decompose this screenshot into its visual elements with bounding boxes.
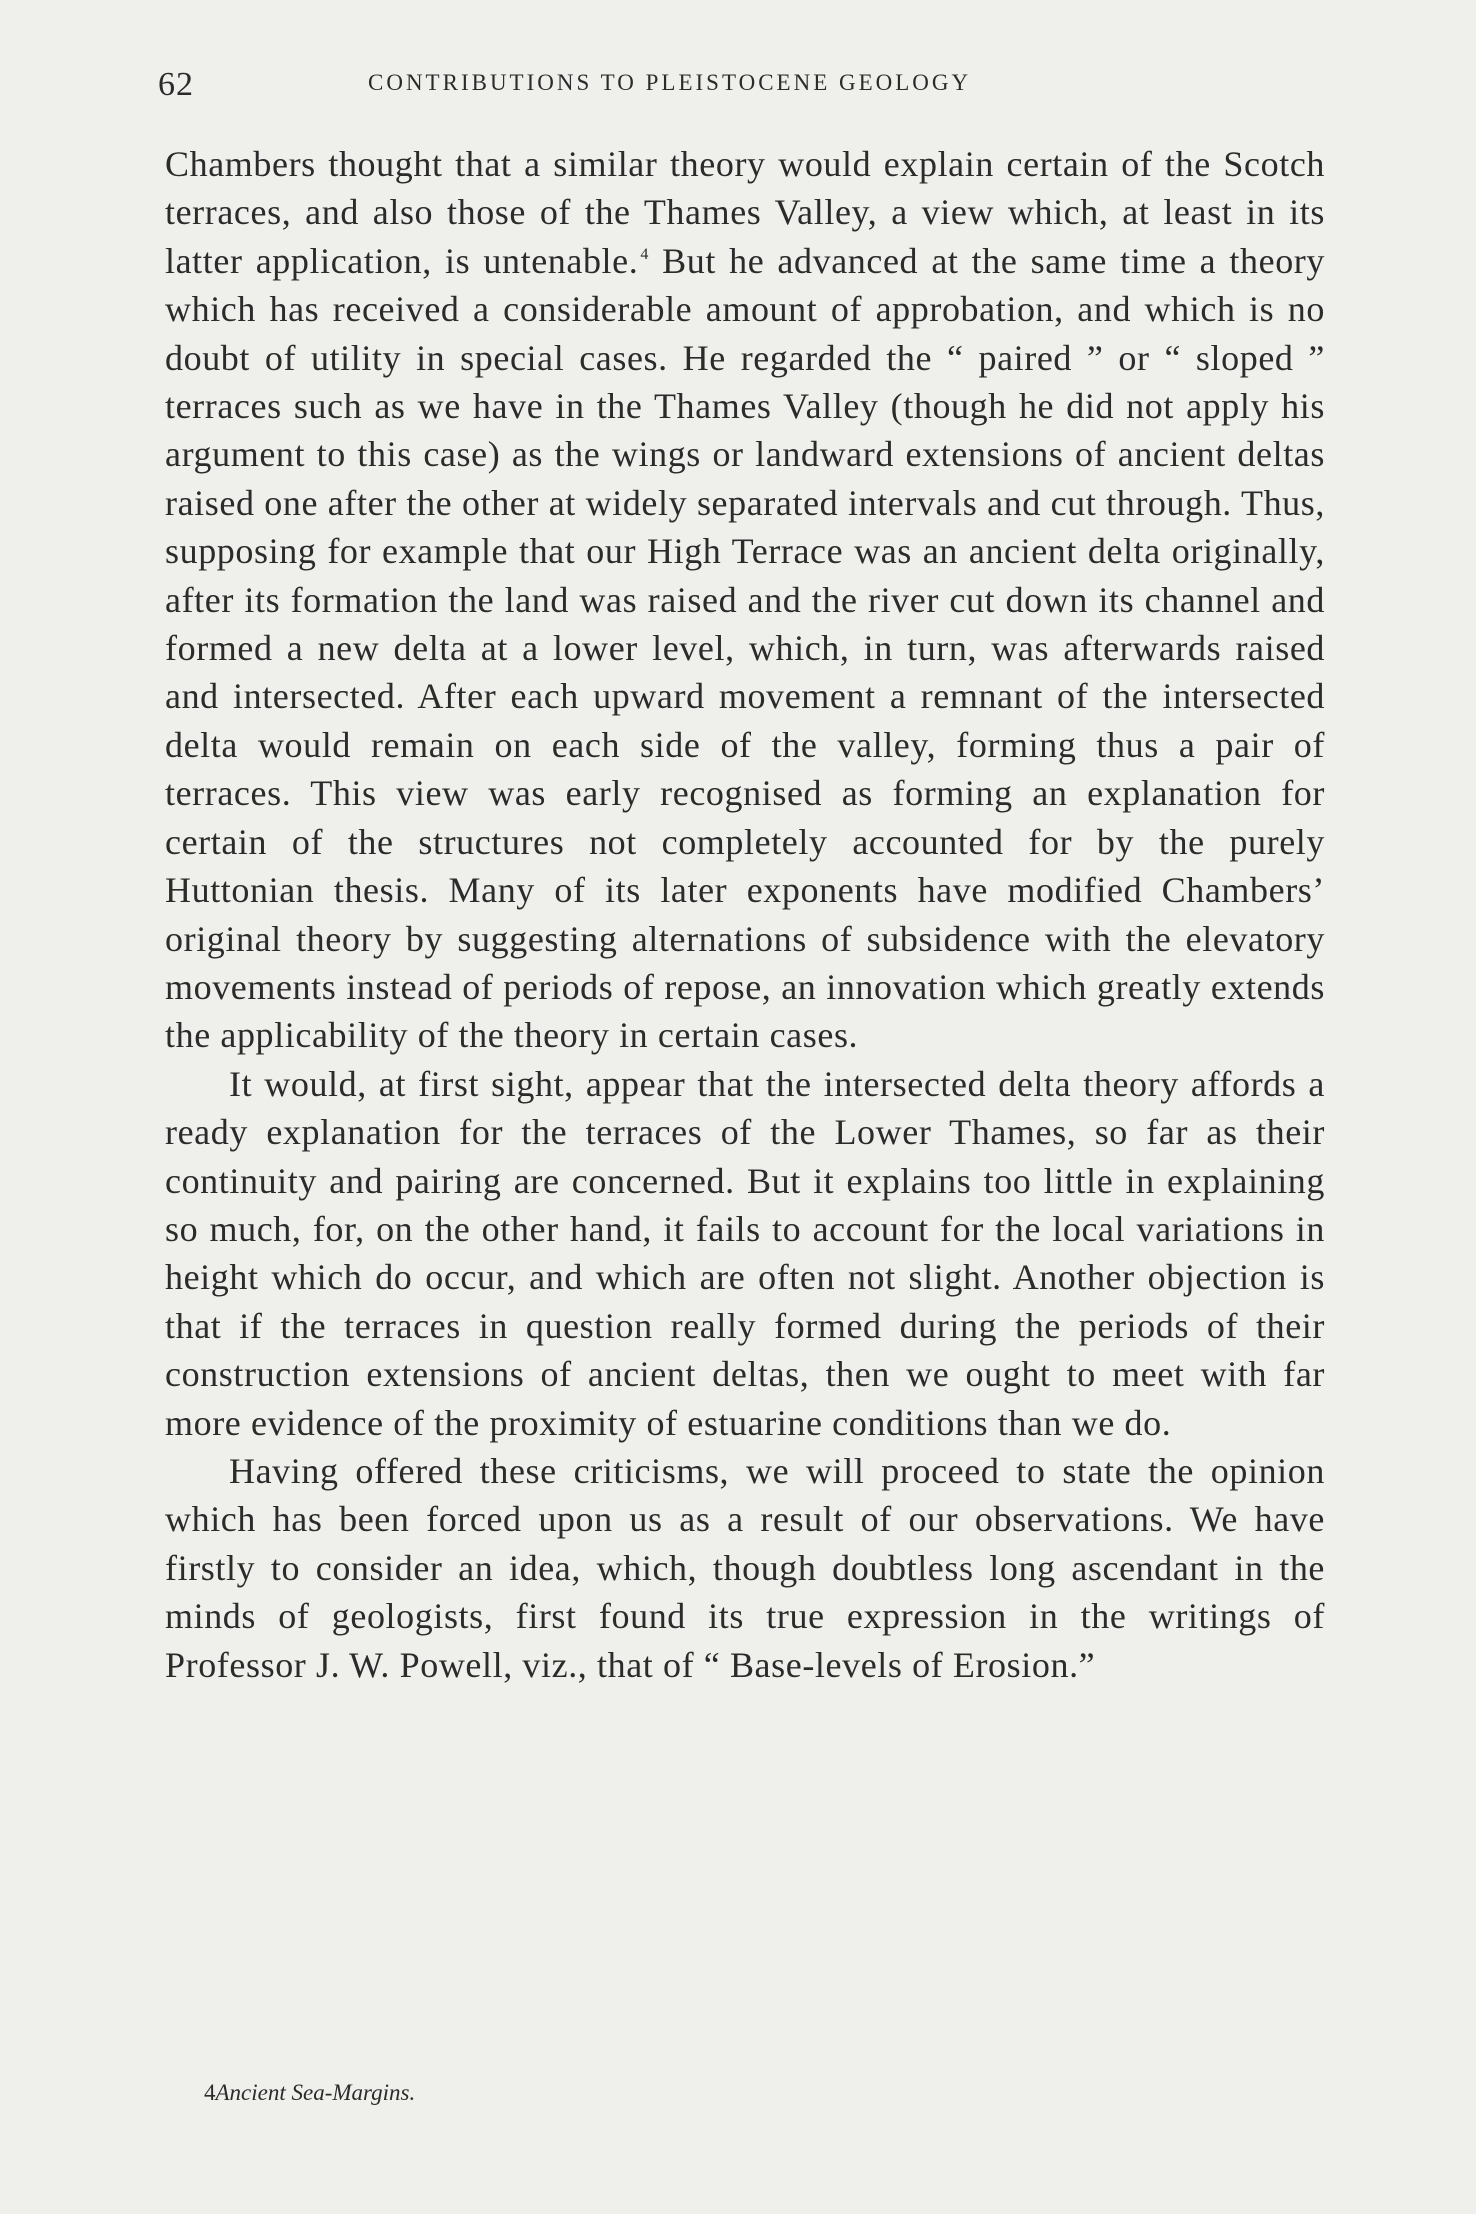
- paragraph-1: [165, 140, 1325, 1060]
- paragraph-3: Having offered these criticisms, we will proceed to state the opinion which has been forced upon us as a result of our observations. We have firstly to consider an idea, which, though doubtless long ascendant in the minds of geologists, first found its true expression in the writings of Professor J. W. Powell, viz., that of “ Base-levels of Erosion.”: [165, 1450, 1325, 1685]
- page-number: 62: [158, 66, 194, 103]
- paragraph-2: It would, at first sight, appear that the intersected delta theory affords a ready explanation for the terraces of the Lower Thames, so far as their continuity and pairing are concerned. But it explains too little in explaining so much, for, on the other hand, it fails to account for the local variations in height which do occur, and which are often not slight. Another objection is that if the terraces in question really formed during the periods of their construction extensions of ancient deltas, then we ought to meet with far more evidence of the proximity of estuarine conditions than we do.: [165, 1063, 1325, 1443]
- footnote-text: Ancient Sea-Margins.: [215, 2080, 416, 2105]
- paragraph-1-text-b: But he advanced at the same time a theory which has received a considerable amount of approbation, and which is no doubt of utility in special cases. He regarded the “ paired ” or “ sloped ” terraces such as we have in the Thames Valley (though he did not apply his argument to this case) as the wings or landward extensions of ancient deltas raised one after the other at widely separated intervals and cut through. Thus, supposing for example that our High Terrace was an ancient delta originally, after its formation the land was raised and the river cut down its channel and formed a new delta at a lower level, which, in turn, was afterwards raised and intersected. After each upward movement a remnant of the intersected delta would remain on each side of the valley, forming thus a pair of terraces. This view was early recognised as forming an explanation for certain of the structures not completely accounted for by the purely Huttonian thesis. Many of its later exponents have modified Chambers’ original theory by suggesting alternations of subsidence with the elevatory movements instead of periods of repose, an innovation which greatly extends the applicability of the theory in certain cases.: [165, 240, 1325, 1056]
- footnote-number: 4: [204, 2080, 216, 2105]
- body-text: [165, 140, 1325, 1689]
- paragraph-1-text-a: Chambers thought that a similar theory would explain certain of the Scotch terraces, and also those of the Thames Valley, a view which, at least in its latter application, is untenable.: [165, 144, 1325, 281]
- footnote-reference: 4: [640, 245, 649, 263]
- footnote: [204, 2080, 415, 2106]
- running-title: CONTRIBUTIONS TO PLEISTOCENE GEOLOGY: [368, 70, 972, 95]
